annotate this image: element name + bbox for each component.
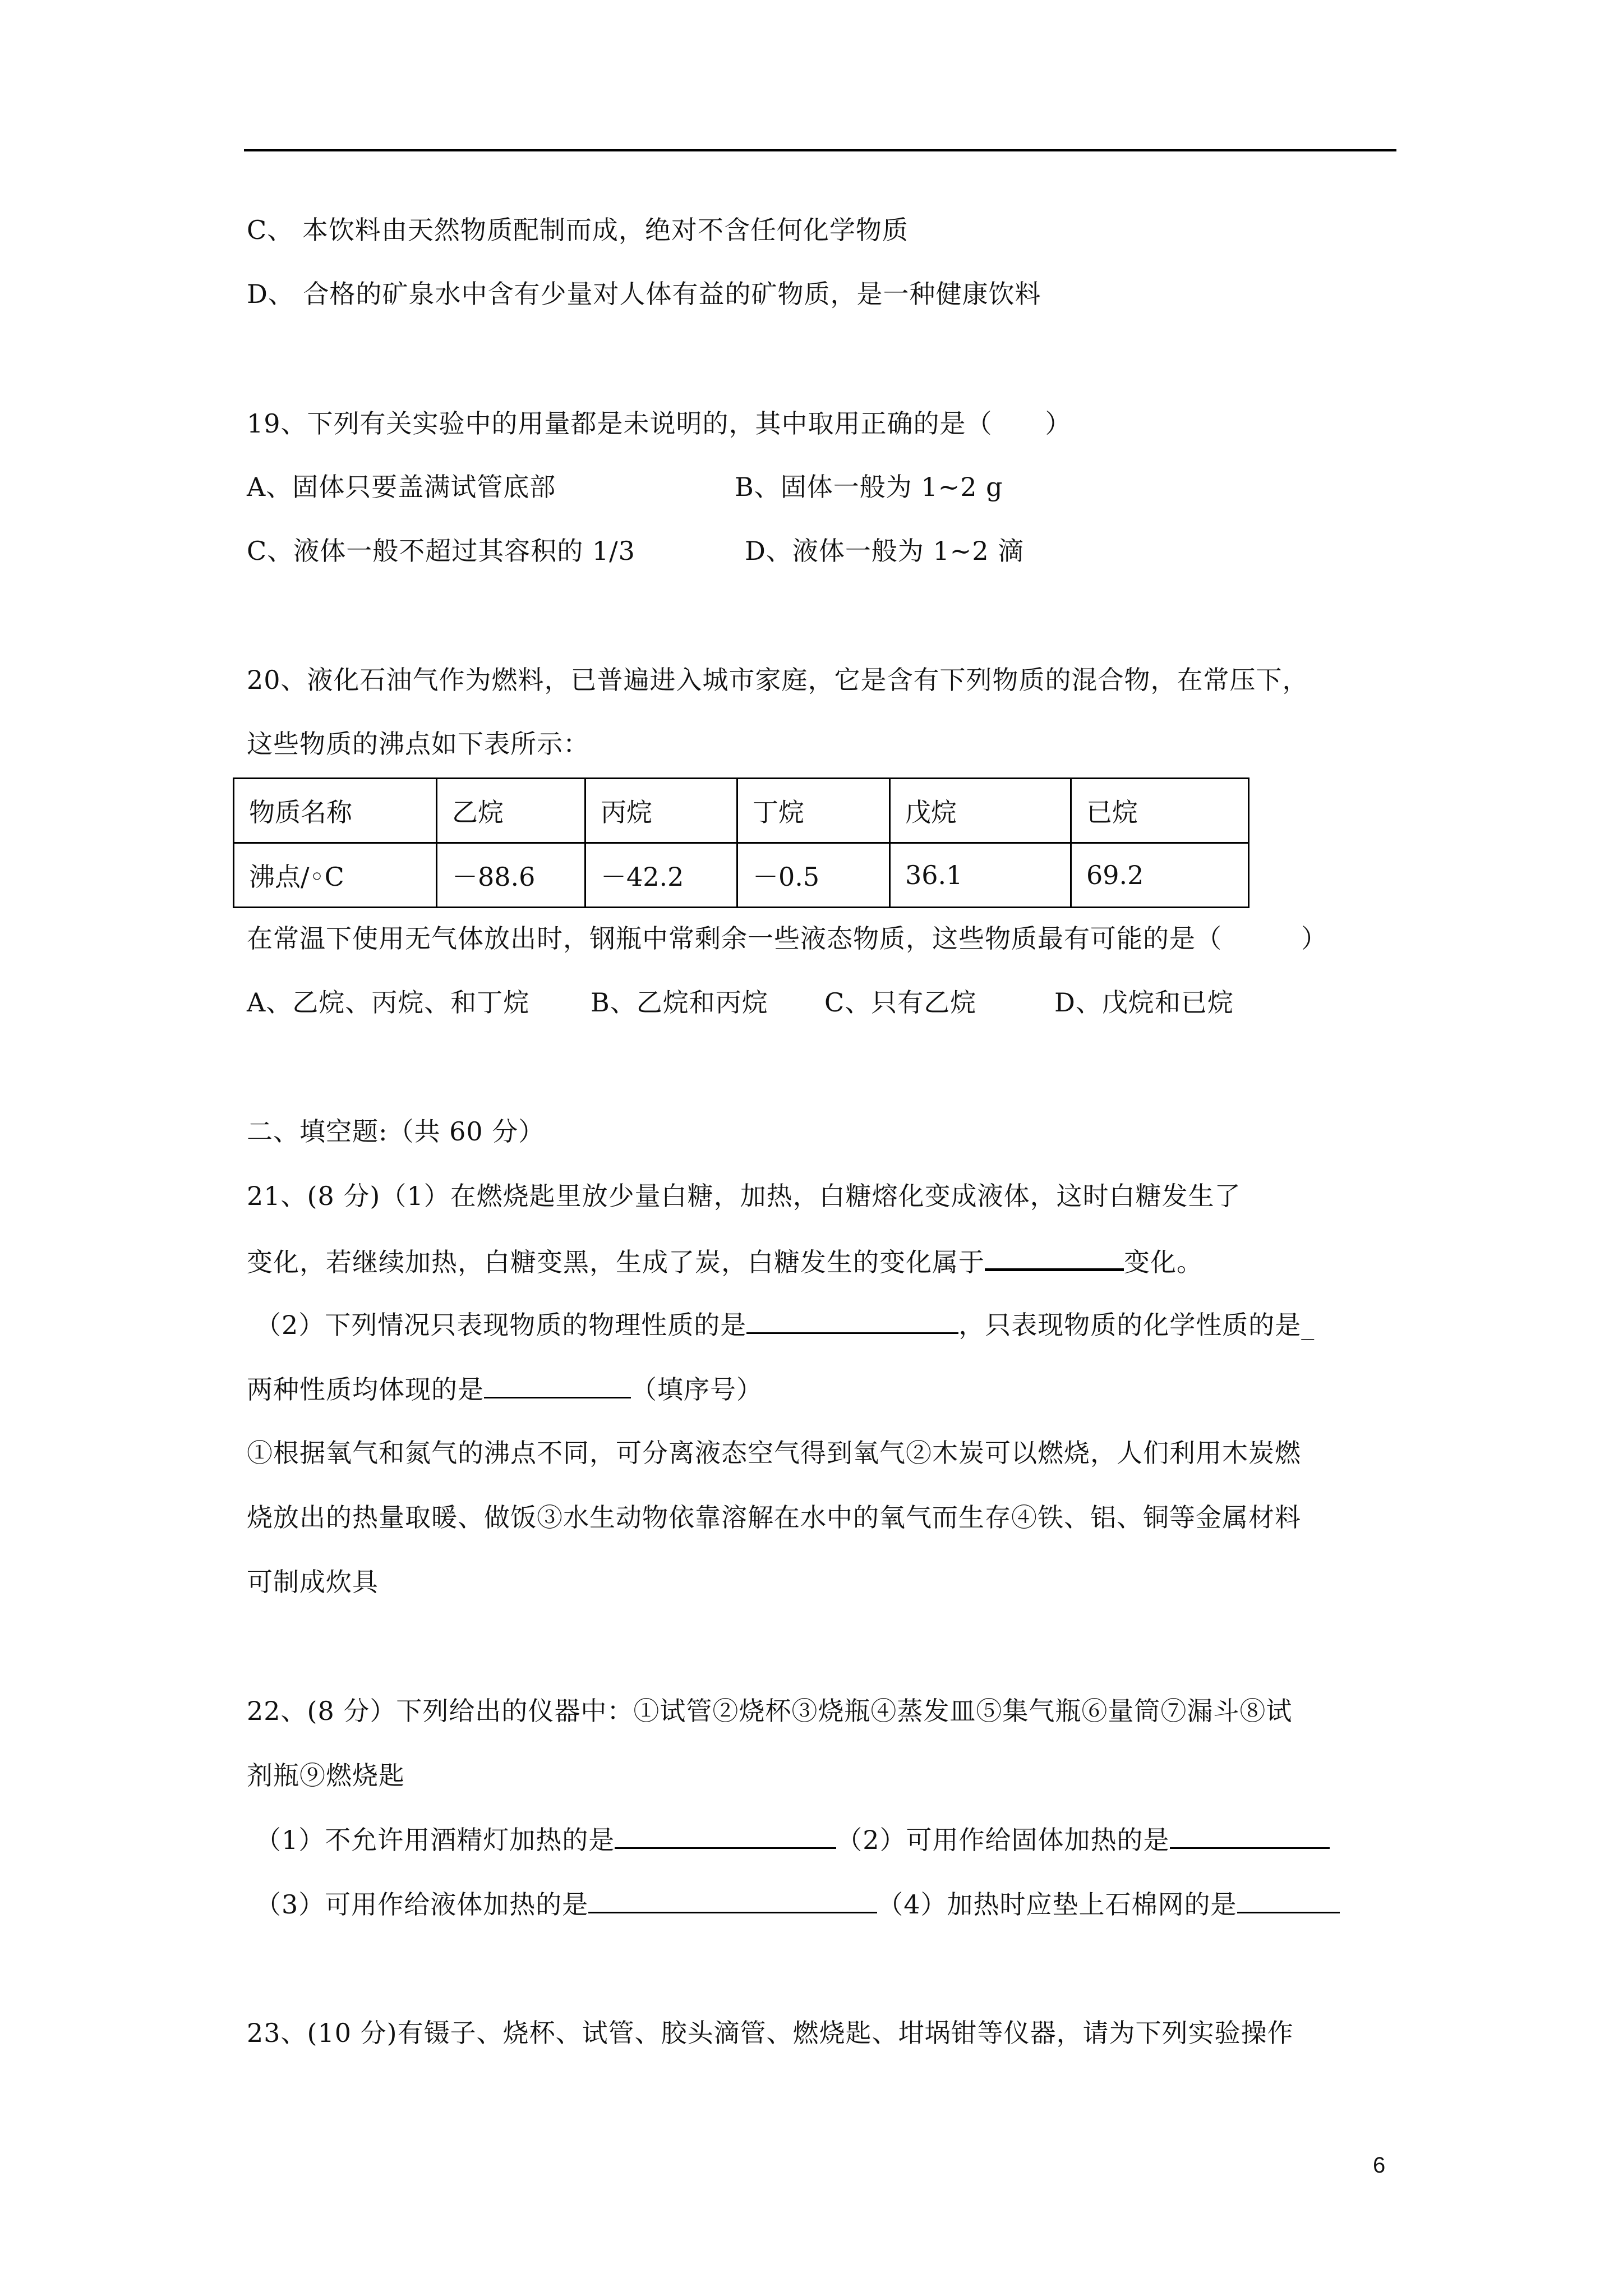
- table-cell: 戊烷: [890, 779, 1071, 843]
- q19-stem: 19、下列有关实验中的用量都是未说明的，其中取用正确的是（ ）: [247, 408, 1072, 439]
- q20-question: 在常温下使用无气体放出时，钢瓶中常剩余一些液态物质，这些物质最有可能的是（ ）: [247, 923, 1327, 954]
- q22-part3: （3）可用作给液体加热的是: [255, 1889, 589, 1920]
- table-row: [234, 843, 1249, 908]
- table-cell: 丙烷: [585, 779, 737, 843]
- table-cell: －42.2: [585, 843, 737, 908]
- table-cell: 36.1: [890, 843, 1071, 908]
- answer-blank[interactable]: [1237, 1887, 1340, 1913]
- header-rule: [244, 149, 1396, 151]
- table-cell: 物质名称: [234, 779, 437, 843]
- table-cell: 乙烷: [437, 779, 585, 843]
- q20-option-c: C、只有乙烷: [824, 987, 977, 1018]
- q19-option-d: D、液体一般为 1~2 滴: [745, 536, 1025, 566]
- q21-line4-end: （填序号）: [631, 1374, 763, 1405]
- q21-line7: 可制成炊具: [247, 1567, 379, 1597]
- q20-option-a: A、乙烷、丙烷、和丁烷: [247, 987, 530, 1018]
- q22-part4: （4）加热时应垫上石棉网的是: [877, 1889, 1237, 1920]
- q21-line2-end: 变化。: [1124, 1247, 1203, 1277]
- answer-blank[interactable]: [746, 1308, 958, 1334]
- q20-stem-line2: 这些物质的沸点如下表所示：: [247, 729, 589, 759]
- q22-part1: （1）不允许用酒精灯加热的是: [255, 1825, 615, 1855]
- q22-line1: 22、(8 分）下列给出的仪器中：①试管②烧杯③烧瓶④蒸发皿⑤集气瓶⑥量筒⑦漏斗⑧试: [247, 1696, 1293, 1726]
- q21-line3: [255, 1308, 1315, 1342]
- table-header-row: [234, 779, 1249, 843]
- q18-option-c: C、 本饮料由天然物质配制而成，绝对不含任何化学物质: [247, 215, 909, 245]
- q22-line2: 剂瓶⑨燃烧匙: [247, 1760, 405, 1791]
- q21-line1: 21、(8 分)（1）在燃烧匙里放少量白糖，加热，白糖熔化变成液体，这时白糖发生了: [247, 1181, 1241, 1211]
- q20-stem-line1: 20、液化石油气作为燃料，已普遍进入城市家庭，它是含有下列物质的混合物，在常压下，: [247, 665, 1309, 695]
- q21-line5: ①根据氧气和氮气的沸点不同，可分离液态空气得到氧气②木炭可以燃烧，人们利用木炭燃: [247, 1438, 1301, 1468]
- q20-option-b: B、乙烷和丙烷: [591, 987, 768, 1018]
- q22-part2: （2）可用作给固体加热的是: [836, 1825, 1170, 1855]
- q23-line1: 23、(10 分)有镊子、烧杯、试管、胶头滴管、燃烧匙、坩埚钳等仪器，请为下列实验操作: [247, 2018, 1294, 2048]
- q19-option-b: B、固体一般为 1~2 g: [735, 472, 1003, 502]
- answer-blank[interactable]: [1170, 1823, 1330, 1849]
- q19-option-a: A、固体只要盖满试管底部: [247, 472, 556, 502]
- q21-line2: [247, 1244, 1203, 1279]
- table-cell: 沸点/◦C: [234, 843, 437, 908]
- boiling-point-table: [233, 777, 1249, 908]
- table-cell: 丁烷: [737, 779, 890, 843]
- q21-line4: [247, 1372, 763, 1406]
- q20-option-d: D、戊烷和已烷: [1054, 987, 1234, 1018]
- answer-blank[interactable]: [484, 1372, 631, 1398]
- q21-line2-text: 变化，若继续加热，白糖变黑，生成了炭，白糖发生的变化属于: [247, 1247, 985, 1277]
- answer-blank[interactable]: [985, 1244, 1124, 1271]
- answer-blank[interactable]: [615, 1823, 836, 1849]
- q21-line3-text: （2）下列情况只表现物质的物理性质的是: [255, 1310, 747, 1340]
- page-number: 6: [1373, 2153, 1386, 2178]
- q18-option-d: D、 合格的矿泉水中含有少量对人体有益的矿物质，是一种健康饮料: [247, 279, 1041, 309]
- q22-part1-2: [255, 1823, 1330, 1857]
- q21-line3-end: ，只表现物质的化学性质的是_: [958, 1310, 1315, 1340]
- section-title: 二、填空题:（共 60 分）: [247, 1116, 545, 1147]
- table-cell: －0.5: [737, 843, 890, 908]
- table-cell: －88.6: [437, 843, 585, 908]
- q21-line4-text: 两种性质均体现的是: [247, 1374, 484, 1405]
- table-cell: 已烷: [1071, 779, 1249, 843]
- q22-part3-4: [255, 1887, 1340, 1921]
- answer-blank[interactable]: [588, 1887, 877, 1913]
- q19-option-c: C、液体一般不超过其容积的 1/3: [247, 536, 635, 566]
- table-cell: 69.2: [1071, 843, 1249, 908]
- q21-line6: 烧放出的热量取暖、做饭③水生动物依靠溶解在水中的氧气而生存④铁、铝、铜等金属材料: [247, 1502, 1301, 1533]
